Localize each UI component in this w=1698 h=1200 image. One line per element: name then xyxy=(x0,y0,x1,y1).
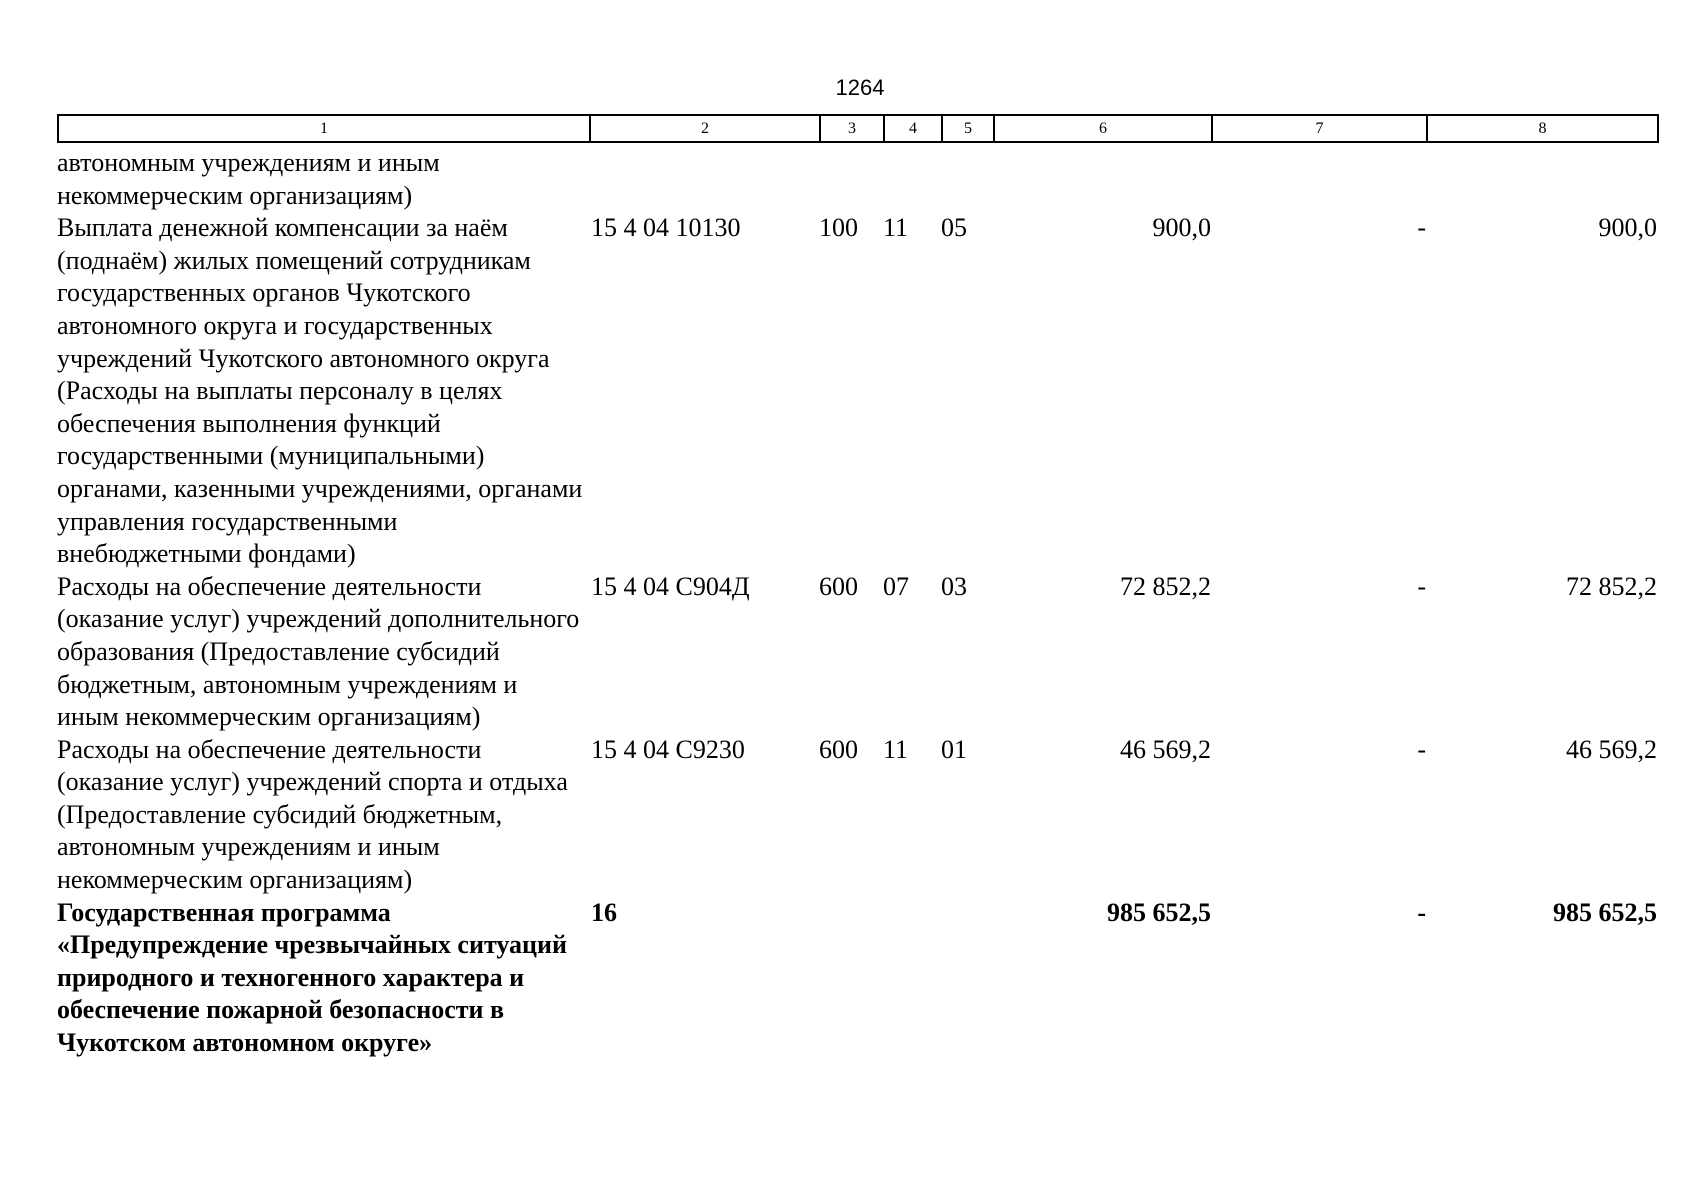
header-col-4: 4 xyxy=(884,115,942,142)
row-amount-7: - xyxy=(1417,734,1426,764)
row-amount-8: 72 852,2 xyxy=(1566,571,1657,601)
row-description: Выплата денежной компенсации за наём (поднаём) жилых помещений сотрудникам государственных органов Чукотского автономного округа и государственных учреждений Чукотского автономного округа (Расходы на выплаты персоналу в целях обеспечения выполнения функций государственными (муниципальными) органами, казенными учреждениями, органами управления государственными внебюджетными фондами) xyxy=(57,213,583,569)
row-col-5: 03 xyxy=(941,571,967,601)
table-row xyxy=(57,734,1657,897)
header-col-3: 3 xyxy=(820,115,884,142)
table-row xyxy=(57,212,1657,571)
row-col-5: 01 xyxy=(941,734,967,764)
row-col-5 xyxy=(941,897,993,1060)
row-col-4 xyxy=(883,897,941,1060)
table-row xyxy=(57,147,1657,212)
row-code: 15 4 04 С904Д xyxy=(591,571,750,601)
row-col-4: 11 xyxy=(883,213,909,243)
row-amount-6: 900,0 xyxy=(1152,213,1211,243)
row-amount-8: 900,0 xyxy=(1598,213,1657,243)
row-amount-8 xyxy=(1426,147,1657,212)
row-amount-8: 985 652,5 xyxy=(1553,897,1657,927)
header-col-8: 8 xyxy=(1427,115,1658,142)
row-amount-7 xyxy=(1211,147,1426,212)
row-description: Расходы на обеспечение деятельности (оказание услуг) учреждений спорта и отдыха (Предоставление субсидий бюджетным, автономным учреждениям и иным некоммерческим организациям) xyxy=(57,734,568,895)
row-description: автономным учреждениям и иным некоммерческим организациям) xyxy=(57,148,440,210)
row-col-5: 05 xyxy=(941,213,967,243)
header-col-7: 7 xyxy=(1212,115,1427,142)
row-col-3: 100 xyxy=(819,213,858,243)
row-col-5 xyxy=(941,147,993,212)
page-number: 1264 xyxy=(835,75,885,100)
header-col-5: 5 xyxy=(942,115,994,142)
row-col-3 xyxy=(819,897,883,1060)
row-code: 15 4 04 10130 xyxy=(591,213,741,243)
row-code xyxy=(589,147,819,212)
row-col-3: 600 xyxy=(819,734,858,764)
row-col-4: 11 xyxy=(883,734,909,764)
row-amount-6 xyxy=(993,147,1211,212)
row-amount-7: - xyxy=(1417,571,1426,601)
column-number-header xyxy=(57,114,1659,143)
row-description: Расходы на обеспечение деятельности (оказание услуг) учреждений дополнительного образования (Предоставление субсидий бюджетным, автономным учреждениям и иным некоммерческим организациям) xyxy=(57,571,580,732)
row-amount-8: 46 569,2 xyxy=(1566,734,1657,764)
row-code: 15 4 04 С9230 xyxy=(591,734,745,764)
table-row xyxy=(57,571,1657,734)
row-description: Государственная программа «Предупреждение чрезвычайных ситуаций природного и техногенного характера и обеспечение пожарной безопасности в Чукотском автономном округе» xyxy=(57,897,567,1058)
row-col-4 xyxy=(883,147,941,212)
row-col-3: 600 xyxy=(819,571,858,601)
header-col-2: 2 xyxy=(590,115,820,142)
row-amount-6: 46 569,2 xyxy=(1120,734,1211,764)
budget-table xyxy=(57,147,1657,1060)
row-col-4: 07 xyxy=(883,571,909,601)
header-col-1: 1 xyxy=(58,115,590,142)
row-col-3 xyxy=(819,147,883,212)
row-amount-7: - xyxy=(1417,213,1426,243)
row-amount-6: 985 652,5 xyxy=(1107,897,1211,927)
row-amount-7: - xyxy=(1417,897,1426,927)
table-row-program-total xyxy=(57,897,1657,1060)
row-code: 16 xyxy=(591,897,617,927)
header-col-6: 6 xyxy=(994,115,1212,142)
row-amount-6: 72 852,2 xyxy=(1120,571,1211,601)
